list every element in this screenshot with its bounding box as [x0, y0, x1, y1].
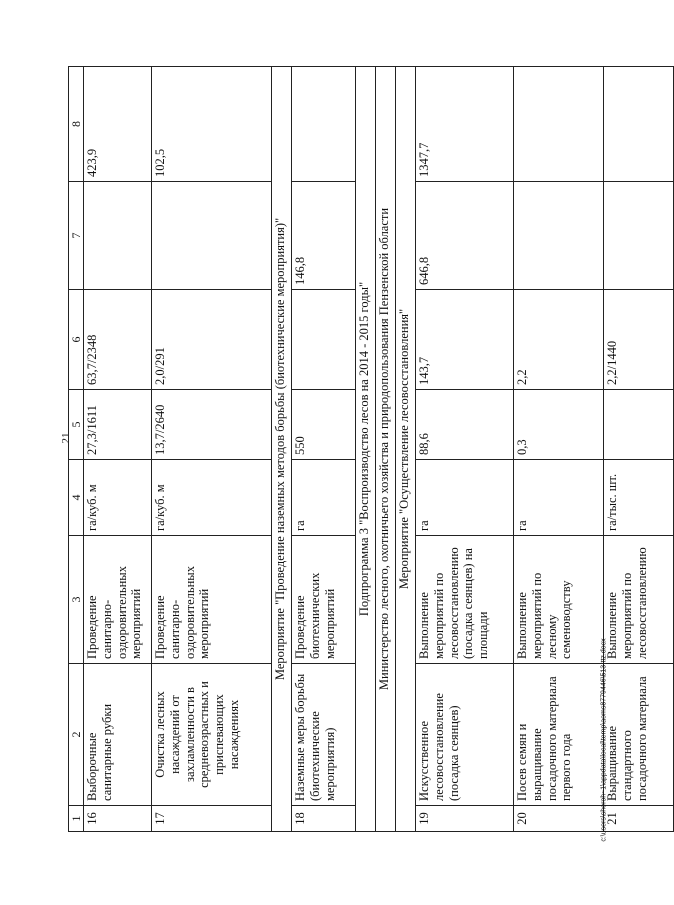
cell-col-7: [514, 182, 604, 290]
table-row: [152, 67, 272, 832]
cell-col-6: 63,7/2348: [84, 290, 152, 390]
table-row: [292, 67, 356, 832]
cell-col-1: 21: [604, 806, 674, 832]
cell-col-5: 88,6: [416, 390, 514, 460]
col-header: 8: [69, 67, 84, 182]
cell-col-8: [514, 67, 604, 182]
page-number: 21: [60, 432, 72, 444]
col-header: 5: [69, 390, 84, 460]
cell-col-2: Выборочные санитарные рубки: [84, 664, 152, 806]
table-body: [69, 67, 674, 832]
cell-col-3: Проведение биотехнических мероприятий: [292, 536, 356, 664]
header-row: [69, 67, 84, 832]
section-row: [396, 67, 416, 832]
cell-col-4: га/куб. м: [84, 460, 152, 536]
cell-col-1: 17: [152, 806, 272, 832]
cell-col-3: Проведение санитарно-оздоровительных мероприятий: [152, 536, 272, 664]
footer-file-path: c:\users\sheroh~1\appdata\local\temp\aoms8779446\513-ttz.docx: [600, 638, 608, 842]
section-title: Мероприятие "Проведение наземных методов борьбы (биотехнические мероприятия)": [272, 67, 292, 832]
cell-col-8: 423,9: [84, 67, 152, 182]
cell-col-1: 16: [84, 806, 152, 832]
cell-col-3: Выполнение мероприятий по лесовосстановлению (посадка сеянцев) на площади: [416, 536, 514, 664]
cell-col-6: 2,2/1440: [604, 290, 674, 390]
table-row: [604, 67, 674, 832]
cell-col-7: 146,8: [292, 182, 356, 290]
col-header: 1: [69, 806, 84, 832]
cell-col-6: [292, 290, 356, 390]
cell-col-6: 143,7: [416, 290, 514, 390]
cell-col-5: 13,7/2640: [152, 390, 272, 460]
table-row: [416, 67, 514, 832]
section-title: Подпрограмма 3 "Воспроизводство лесов на 2014 - 2015 годы": [356, 67, 376, 832]
cell-col-4: га/куб. м: [152, 460, 272, 536]
section-title: Министерство лесного, охотничьего хозяйства и природопользования Пензенской области: [376, 67, 396, 832]
cell-col-2: Посев семян и выращивание посадочного материала первого года: [514, 664, 604, 806]
cell-col-7: [152, 182, 272, 290]
cell-col-2: Выращивание стандартного посадочного материала: [604, 664, 674, 806]
cell-col-3: Выполнение мероприятий по лесовосстановлению: [604, 536, 674, 664]
cell-col-4: га/тыс. шт.: [604, 460, 674, 536]
col-header: 7: [69, 182, 84, 290]
cell-col-4: га: [514, 460, 604, 536]
cell-col-5: 0,3: [514, 390, 604, 460]
col-header: 3: [69, 536, 84, 664]
cell-col-4: га: [416, 460, 514, 536]
cell-col-5: [604, 390, 674, 460]
col-header: 4: [69, 460, 84, 536]
cell-col-8: [292, 67, 356, 182]
cell-col-8: 102,5: [152, 67, 272, 182]
col-header: 2: [69, 664, 84, 806]
section-row: [272, 67, 292, 832]
table-row: [84, 67, 152, 832]
cell-col-1: 19: [416, 806, 514, 832]
section-row: [376, 67, 396, 832]
section-title: Мероприятие "Осуществление лесовосстановления": [396, 67, 416, 832]
cell-col-7: [84, 182, 152, 290]
cell-col-5: 550: [292, 390, 356, 460]
col-header: 6: [69, 290, 84, 390]
section-row: [356, 67, 376, 832]
cell-col-6: 2,0/291: [152, 290, 272, 390]
cell-col-1: 18: [292, 806, 356, 832]
cell-col-7: [604, 182, 674, 290]
cell-col-8: [604, 67, 674, 182]
cell-col-2: Очистка лесных насаждений от захламленности в средневозрастных и приспевающих насаждениях: [152, 664, 272, 806]
table-row: [514, 67, 604, 832]
cell-col-2: Наземные меры борьбы (биотехнические мероприятия): [292, 664, 356, 806]
cell-col-5: 27,3/1611: [84, 390, 152, 460]
cell-col-6: 2,2: [514, 290, 604, 390]
cell-col-3: Выполнение мероприятий по лесному семеноводству: [514, 536, 604, 664]
cell-col-3: Проведение санитарно-оздоровительных мероприятий: [84, 536, 152, 664]
measures-table: [68, 66, 674, 832]
cell-col-2: Искусственное лесовосстановление (посадка сеянцев): [416, 664, 514, 806]
cell-col-1: 20: [514, 806, 604, 832]
cell-col-4: га: [292, 460, 356, 536]
cell-col-8: 1347,7: [416, 67, 514, 182]
cell-col-7: 646,8: [416, 182, 514, 290]
